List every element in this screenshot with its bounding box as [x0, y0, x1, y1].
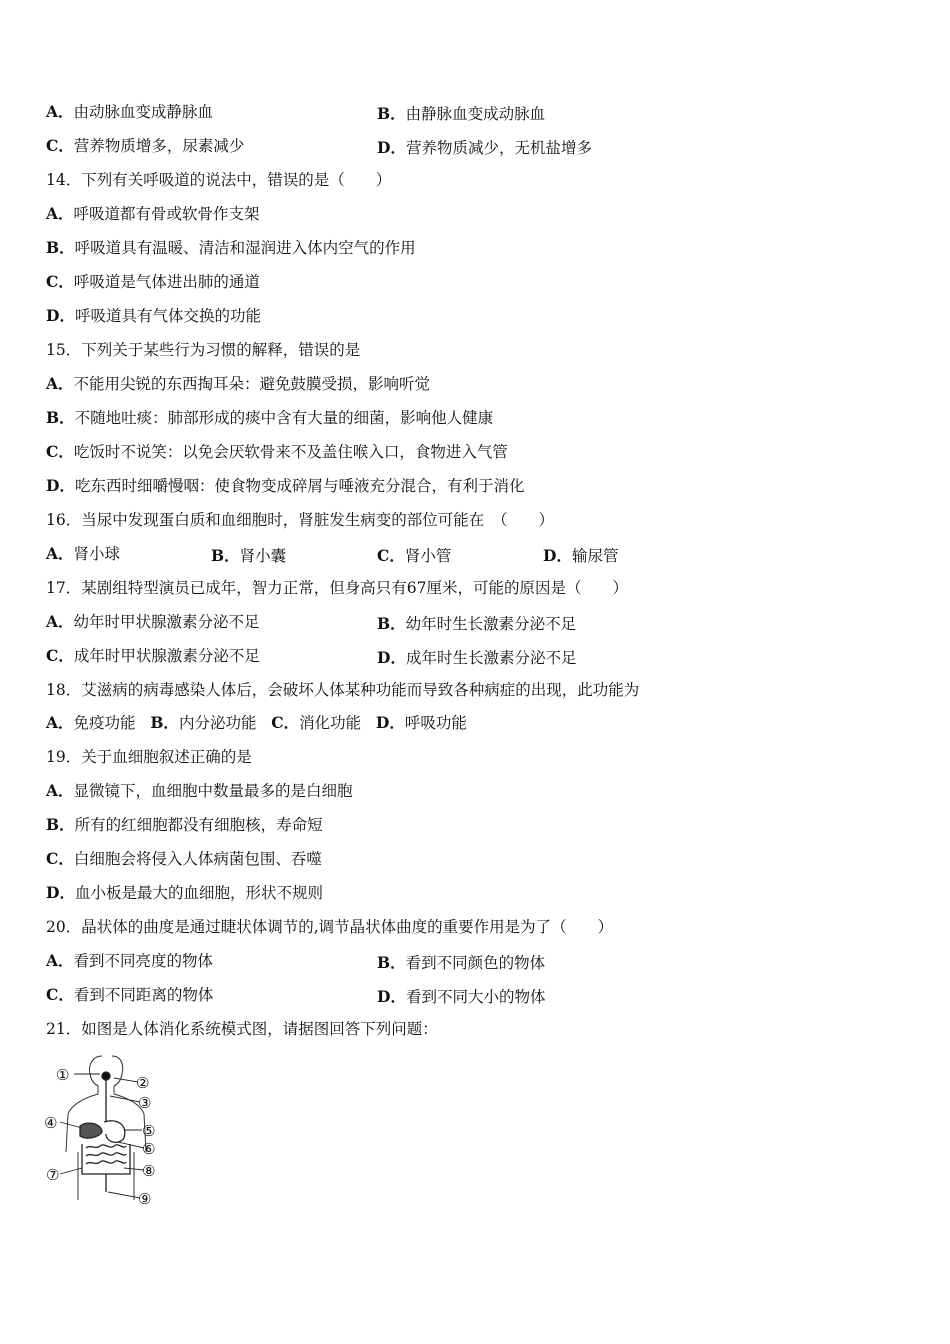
- q16-option-b: B．肾小囊: [211, 546, 287, 565]
- digestive-system-figure: [44, 1052, 164, 1210]
- label-9: ⑨: [138, 1190, 152, 1208]
- q19-option-d: D．血小板是最大的血细胞，形状不规则: [46, 883, 323, 902]
- q20-option-a: A．看到不同亮度的物体: [46, 951, 214, 970]
- q17-option-a: A．幼年时甲状腺激素分泌不足: [46, 612, 260, 631]
- leader-lines: [60, 1074, 144, 1198]
- q19-option-a: A．显微镜下，血细胞中数量最多的是白细胞: [46, 781, 353, 800]
- q18-option-c: C．消化功能: [271, 713, 362, 732]
- q20-stem: 20．晶状体的曲度是通过睫状体调节的,调节晶状体曲度的重要作用是为了（ ）: [46, 918, 614, 936]
- label-3: ③: [138, 1094, 152, 1112]
- organs: [80, 1072, 130, 1192]
- q20-option-c: C．看到不同距离的物体: [46, 985, 214, 1004]
- q20-option-b: B．看到不同颜色的物体: [377, 953, 546, 972]
- large-intestine: [82, 1144, 130, 1174]
- q17-option-c: C．成年时甲状腺激素分泌不足: [46, 646, 260, 665]
- q16-stem: 16．当尿中发现蛋白质和血细胞时，肾脏发生病变的部位可能在 （ ）: [46, 511, 554, 529]
- liver: [80, 1123, 102, 1138]
- q14-option-a: A．呼吸道都有骨或软骨作支架: [46, 204, 260, 223]
- q14-option-c: C．呼吸道是气体进出肺的通道: [46, 272, 260, 291]
- diagram-labels: [44, 1066, 155, 1208]
- q18-options: [46, 713, 467, 733]
- mouth-mark: [102, 1072, 110, 1080]
- label-2: ②: [136, 1074, 150, 1092]
- q13-option-c: C．营养物质增多，尿素减少: [46, 136, 245, 155]
- stomach: [104, 1121, 125, 1143]
- q19-option-b: B．所有的红细胞都没有细胞核，寿命短: [46, 815, 323, 834]
- q15-option-c: C．吃饭时不说笑：以免会厌软骨来不及盖住喉入口，食物进入气管: [46, 442, 508, 461]
- q21-stem: 21．如图是人体消化系统模式图，请据图回答下列问题：: [46, 1020, 438, 1038]
- q15-option-b: B．不随地吐痰：肺部形成的痰中含有大量的细菌，影响他人健康: [46, 408, 494, 427]
- label-5: ⑤: [142, 1122, 156, 1140]
- q18-option-d: D．呼吸功能: [375, 713, 467, 732]
- label-7: ⑦: [46, 1166, 60, 1184]
- label-8: ⑧: [142, 1162, 156, 1180]
- q18-option-b: B．内分泌功能: [150, 713, 257, 732]
- q18-option-a: A．免疫功能: [46, 713, 136, 732]
- q14-option-b: B．呼吸道具有温暖、清洁和湿润进入体内空气的作用: [46, 238, 416, 257]
- q13-option-b: B．由静脉血变成动脉血: [377, 104, 546, 123]
- q19-option-c: C．白细胞会将侵入人体病菌包围、吞噬: [46, 849, 322, 868]
- digestive-system-diagram: [44, 1052, 164, 1210]
- q13-option-a: A．由动脉血变成静脉血: [46, 102, 214, 121]
- q15-stem: 15．下列关于某些行为习惯的解释，错误的是: [46, 341, 361, 359]
- q16-option-a: A．肾小球: [46, 544, 121, 563]
- q14-option-d: D．呼吸道具有气体交换的功能: [46, 306, 261, 325]
- q20-option-d: D．看到不同大小的物体: [377, 987, 546, 1006]
- q19-stem: 19．关于血细胞叙述正确的是: [46, 748, 252, 766]
- q14-stem: 14．下列有关呼吸道的说法中，错误的是（ ）: [46, 171, 392, 189]
- label-4: ④: [44, 1114, 58, 1132]
- label-1: ①: [56, 1066, 70, 1084]
- q16-option-c: C．肾小管: [377, 546, 452, 565]
- q15-option-a: A．不能用尖锐的东西掏耳朵：避免鼓膜受损，影响听觉: [46, 374, 431, 393]
- q16-option-d: D．输尿管: [543, 546, 619, 565]
- small-intestine-3: [86, 1161, 126, 1164]
- small-intestine-1: [86, 1145, 126, 1148]
- q17-stem: 17．某剧组特型演员已成年，智力正常，但身高只有67厘米，可能的原因是（ ）: [46, 579, 628, 597]
- q17-option-d: D．成年时生长激素分泌不足: [377, 648, 577, 667]
- q17-option-b: B．幼年时生长激素分泌不足: [377, 614, 577, 633]
- small-intestine-2: [86, 1153, 126, 1156]
- q13-option-d: D．营养物质减少，无机盐增多: [377, 138, 592, 157]
- label-6: ⑥: [142, 1140, 156, 1158]
- q15-option-d: D．吃东西时细嚼慢咽：使食物变成碎屑与唾液充分混合，有利于消化: [46, 476, 525, 495]
- q18-stem: 18．艾滋病的病毒感染人体后，会破坏人体某种功能而导致各种病症的出现，此功能为: [46, 681, 640, 699]
